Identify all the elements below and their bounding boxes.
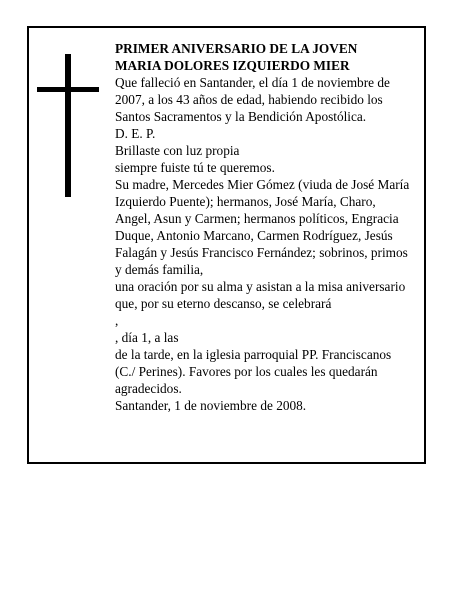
notice-body-line: Falagán y Jesús Francisco Fernández; sobrinos, primos <box>115 245 408 260</box>
notice-body-line: , <box>115 313 119 328</box>
notice-body-line: Angel, Asun y Carmen; hermanos políticos, Engracia <box>115 211 399 226</box>
notice-body-line: Duque, Antonio Marcano, Carmen Rodríguez, Jesús <box>115 228 393 243</box>
notice-body-line: Santander, 1 de noviembre de 2008. <box>115 398 307 413</box>
notice-body-line: agradecidos. <box>115 381 182 396</box>
notice-body-line: de la tarde, en la iglesia parroquial PP. Franciscanos <box>115 347 392 362</box>
notice-body-line: Que falleció en Santander, el día 1 de noviembre de <box>115 75 390 90</box>
notice-body-line: que, por su eterno descanso, se celebrará <box>115 296 332 311</box>
notice-body-line: D. E. P. <box>115 126 156 141</box>
cross-vertical-bar <box>65 54 71 197</box>
notice-body-line: y demás familia, <box>115 262 204 277</box>
notice-body-line: Izquierdo Puente); hermanos, José María, Charo, <box>115 194 376 209</box>
notice-body-line: Santos Sacramentos y la Bendición Apostólica. <box>115 109 367 124</box>
obituary-text <box>115 40 419 414</box>
cross-horizontal-bar <box>37 87 99 92</box>
notice-body-line: (C./ Perines). Favores por los cuales les quedarán <box>115 364 378 379</box>
notice-body-line: Su madre, Mercedes Mier Gómez (viuda de José María <box>115 177 410 192</box>
notice-body-line: Brillaste con luz propia <box>115 143 240 158</box>
notice-body-line: una oración por su alma y asistan a la misa aniversario <box>115 279 406 294</box>
cross-icon <box>37 54 99 197</box>
notice-heading-line-2: MARIA DOLORES IZQUIERDO MIER <box>115 58 350 73</box>
notice-body-line: siempre fuiste tú te queremos. <box>115 160 275 175</box>
notice-body-line: 2007, a los 43 años de edad, habiendo recibido los <box>115 92 383 107</box>
notice-body-line: , día 1, a las <box>115 330 179 345</box>
notice-heading-line-1: PRIMER ANIVERSARIO DE LA JOVEN <box>115 41 358 56</box>
